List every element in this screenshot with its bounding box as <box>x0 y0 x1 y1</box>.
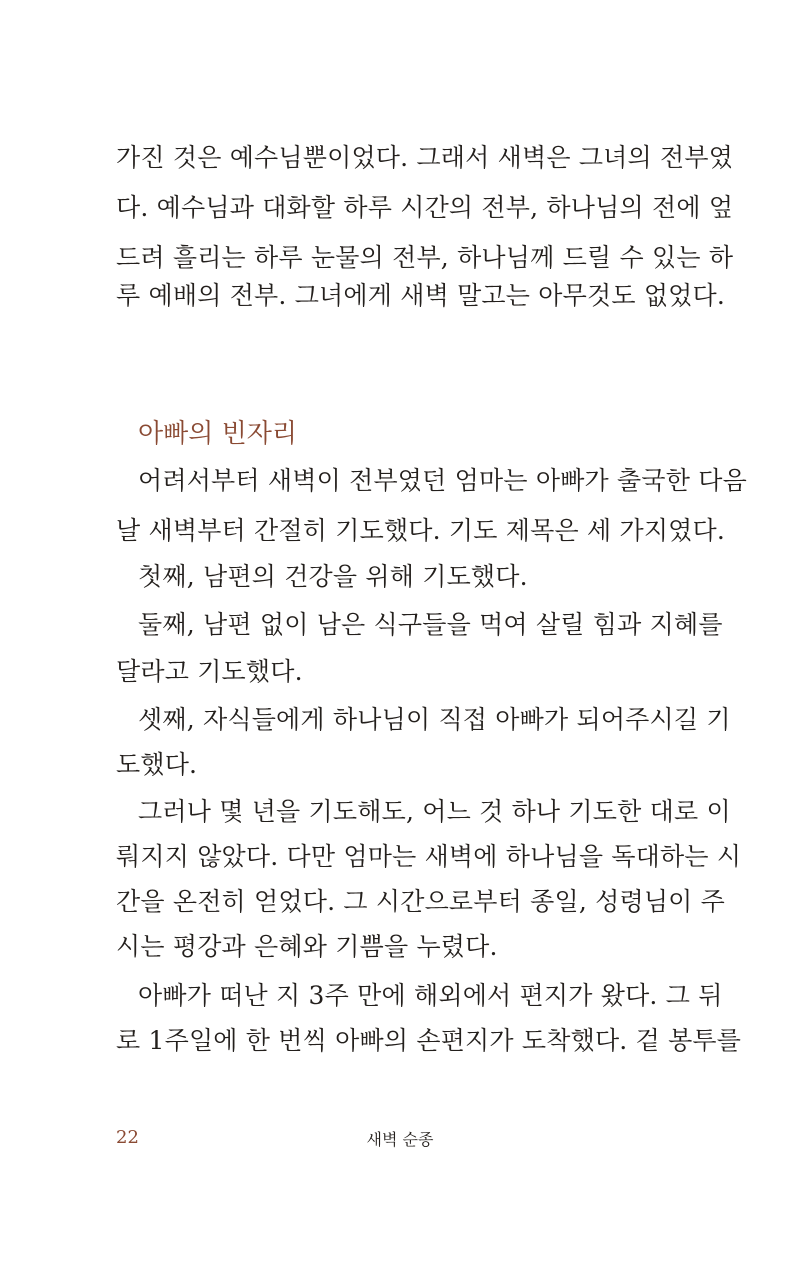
text-line: 뤄지지 않았다. 다만 엄마는 새벽에 하나님을 독대하는 시 <box>116 842 742 871</box>
text-line: 도했다. <box>116 750 198 779</box>
text-line: 첫째, 남편의 건강을 위해 기도했다. <box>138 562 528 591</box>
text-line: 가진 것은 예수님뿐이었다. 그래서 새벽은 그녀의 전부였 <box>116 143 734 172</box>
text-line: 달라고 기도했다. <box>116 657 303 686</box>
text-line: 다. 예수님과 대화할 하루 시간의 전부, 하나님의 전에 엎 <box>116 193 734 222</box>
text-line: 어려서부터 새벽이 전부였던 엄마는 아빠가 출국한 다음 <box>138 466 747 495</box>
text-line: 시는 평강과 은혜와 기쁨을 누렸다. <box>116 932 498 961</box>
text-line: 드려 흘리는 하루 눈물의 전부, 하나님께 드릴 수 있는 하 <box>116 243 734 272</box>
text-line: 아빠가 떠난 지 3주 만에 해외에서 편지가 왔다. 그 뒤 <box>138 981 723 1010</box>
page-number: 22 <box>116 1127 139 1148</box>
section-heading: 아빠의 빈자리 <box>138 419 297 449</box>
text-line: 둘째, 남편 없이 남은 식구들을 먹여 살릴 힘과 지혜를 <box>138 610 723 639</box>
text-line: 간을 온전히 얻었다. 그 시간으로부터 종일, 성령님이 주 <box>116 887 726 916</box>
running-footer-title: 새벽 순종 <box>366 1130 434 1149</box>
text-line: 그러나 몇 년을 기도해도, 어느 것 하나 기도한 대로 이 <box>138 797 731 826</box>
text-line: 로 1주일에 한 번씩 아빠의 손편지가 도착했다. 겉 봉투를 <box>116 1026 742 1055</box>
text-line: 루 예배의 전부. 그녀에게 새벽 말고는 아무것도 없었다. <box>116 281 726 310</box>
text-line: 셋째, 자식들에게 하나님이 직접 아빠가 되어주시길 기 <box>138 705 731 734</box>
text-line: 날 새벽부터 간절히 기도했다. 기도 제목은 세 가지였다. <box>116 516 726 545</box>
